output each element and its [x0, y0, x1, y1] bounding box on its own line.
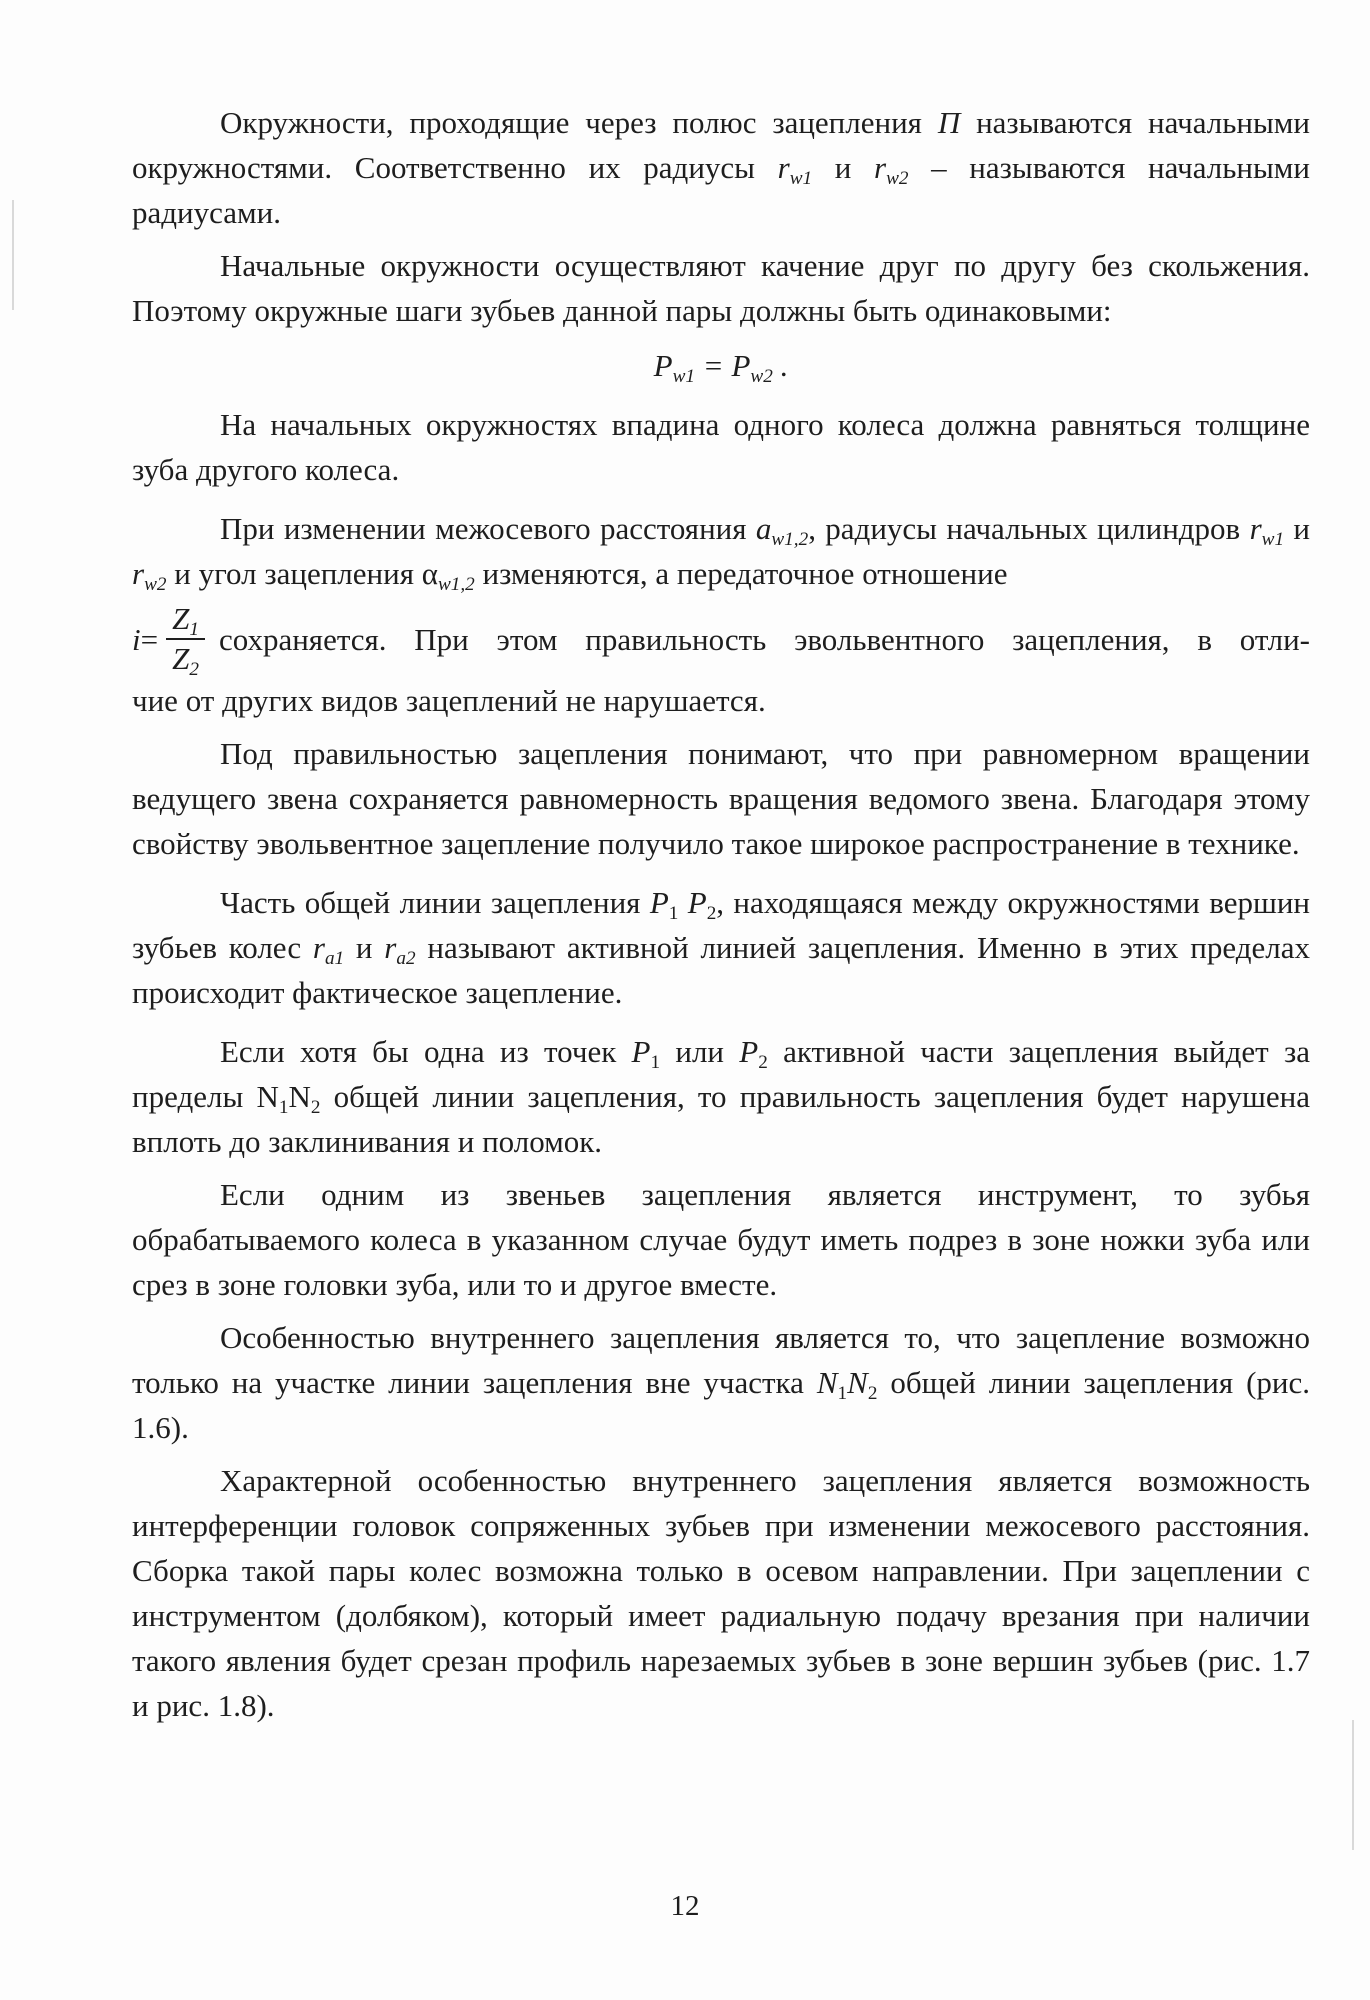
scan-edge-mark [12, 200, 14, 310]
paragraph: Характерной особенностью внутреннего зацепления является возможность интерференции головок сопряженных зубьев при изменении межосевого расстояния. Сборка такой пары колес возможна только в осевом направлении. При зацеплении с инструментом (долбяком), который имеет радиальную подачу врезания при наличии такого явления будет срезан профиль нарезаемых зубьев в зоне вершин зубьев (рис. 1.7 и рис. 1.8). [132, 1463, 1310, 1723]
paragraph-continuation: чие от других видов зацеплений не нарушается. [132, 683, 766, 718]
text-body [132, 100, 1310, 1728]
paragraph: Особенностью внутреннего зацепления является то, что зацепление возможно только на участке линии зацепления вне участка $N_1N_2$ общей линии зацепления (рис. 1.6). [132, 1320, 1310, 1445]
paragraph: Под правильностью зацепления понимают, что при равномерном вращении ведущего звена сохраняется равномерность вращения ведомого звена. Благодаря этому свойству эвольвентное зацепление получило такое широкое распространение в технике. [132, 736, 1310, 861]
paragraph: Окружности, проходящие через полюс зацепления П называются начальными окружностями. Соответственно их радиусы $r_{w1}$ и $r_{w2}$ – называются начальными радиусами. [132, 105, 1311, 230]
paragraph: Часть общей линии зацепления $P_1$ $P_2$, находящаяся между окружностями вершин зубьев колес $r_{a1}$ и $r_{a2}$ называют активной линией зацепления. Именно в этих пределах происходит фактическое зацепление. [132, 885, 1311, 1010]
gear-ratio-fraction: $\frac{Z_1}{Z_2}$ [166, 600, 205, 678]
page-number: 12 [670, 1890, 700, 1922]
paragraph: При изменении межосевого расстояния $a_{w1,2}$, радиусы начальных цилиндров $r_{w1}$ и $r_{w2}$ и угол зацепления $\alpha_{w1,2}$ изменяются, а передаточное отношение [132, 511, 1311, 595]
scan-edge-mark [1352, 1720, 1354, 1850]
formula-equal-pitch: $P_{w1} = P_{w2}$ . [653, 348, 789, 387]
pole-symbol: П [937, 105, 961, 140]
ratio-formula-line: i = $\frac{Z_1}{Z_2}$ сохраняется. При этом правильность эвольвентного зацепления, в отли- [132, 601, 1310, 680]
paragraph: На начальных окружностях впадина одного колеса должна равняться толщине зуба другого колеса. [132, 407, 1310, 487]
paragraph: Если одним из звеньев зацепления является инструмент, то зубья обрабатываемого колеса в указанном случае будут иметь подрез в зоне ножки зуба или срез в зоне головки зуба, или то и другое вместе. [132, 1177, 1310, 1302]
paragraph: Если хотя бы одна из точек $P_1$ или $P_2$ активной части зацепления выйдет за пределы $N_1N_2$ общей линии зацепления, то правильность зацепления будет нарушена вплоть до заклинивания и поломок. [132, 1034, 1311, 1159]
paragraph: Начальные окружности осуществляют качение друг по другу без скольжения. Поэтому окружные шаги зубьев данной пары должны быть одинаковыми: [132, 248, 1310, 328]
